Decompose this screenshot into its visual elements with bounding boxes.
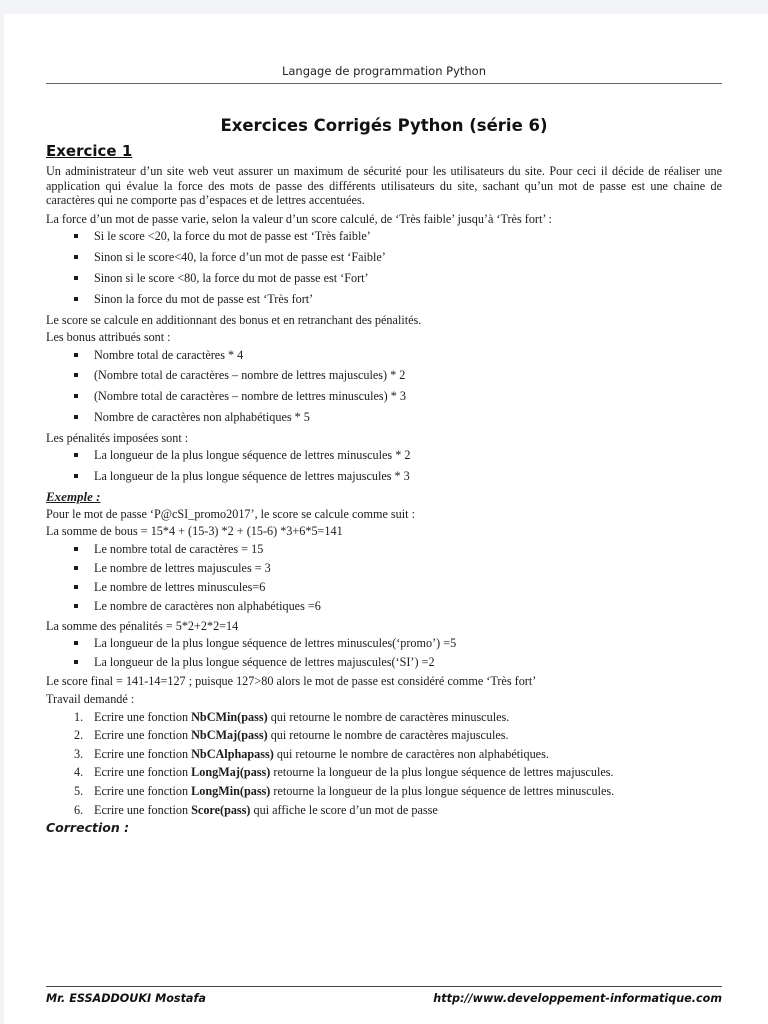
item-text: qui retourne le nombre de caractères non alphabétiques. bbox=[273, 746, 549, 761]
work-item bbox=[46, 765, 722, 780]
exercise-intro: Un administrateur d’un site web veut assurer un maximum de sécurité pour les utilisateurs du site. Pour ceci il décide de réaliser une application qui évalue la force des mots de passe des différents utilisateurs du site, sachant qu’un mot de passe est une chaine de caractères qui ne comporte pas d’espaces et de lettres accentuées. bbox=[46, 164, 722, 208]
item-text: Ecrire une fonction bbox=[94, 765, 192, 780]
item-text: qui retourne le nombre de caractères minuscules. bbox=[267, 709, 510, 724]
page-title: Exercices Corrigés Python (série 6) bbox=[220, 116, 548, 135]
function-name: Score(pass) bbox=[191, 802, 251, 817]
item-number: 6. bbox=[74, 802, 84, 817]
force-rules-list bbox=[46, 229, 722, 306]
list-item: (Nombre total de caractères – nombre de lettres minuscules) * 3 bbox=[46, 389, 722, 404]
item-text: Ecrire une fonction bbox=[94, 728, 192, 743]
exercise-heading: Exercice 1 bbox=[46, 142, 133, 160]
list-item: Le nombre de caractères non alphabétiques =6 bbox=[46, 599, 722, 614]
list-item: Le nombre de lettres minuscules=6 bbox=[46, 580, 722, 595]
correction-heading: Correction : bbox=[46, 820, 130, 836]
list-item: Le nombre total de caractères = 15 bbox=[46, 542, 722, 557]
item-text: Ecrire une fonction bbox=[94, 709, 192, 724]
bonus-list bbox=[46, 348, 722, 425]
list-item: Sinon si le score <80, la force du mot de passe est ‘Fort’ bbox=[46, 271, 722, 286]
score-intro: Le score se calcule en additionnant des bonus et en retranchant des pénalités. bbox=[46, 312, 422, 327]
list-item: (Nombre total de caractères – nombre de lettres majuscules) * 2 bbox=[46, 368, 722, 383]
work-list bbox=[46, 710, 722, 818]
list-item: Nombre total de caractères * 4 bbox=[46, 348, 722, 363]
work-item bbox=[46, 784, 722, 799]
bonus-intro: Les bonus attribués sont : bbox=[46, 330, 171, 345]
header-divider bbox=[46, 83, 722, 84]
work-item bbox=[46, 728, 722, 743]
function-name: LongMaj(pass) bbox=[191, 765, 271, 780]
function-name: LongMin(pass) bbox=[191, 784, 271, 799]
footer-divider bbox=[46, 986, 722, 987]
list-item: Sinon si le score<40, la force d’un mot de passe est ‘Faible’ bbox=[46, 250, 722, 265]
work-item bbox=[46, 710, 722, 725]
exercise-body bbox=[46, 164, 722, 836]
item-text: retourne la longueur de la plus longue séquence de lettres majuscules. bbox=[270, 765, 614, 780]
footer-url: http://www.developpement-informatique.com bbox=[433, 992, 722, 1005]
list-item: Le nombre de lettres majuscules = 3 bbox=[46, 561, 722, 576]
item-number: 4. bbox=[74, 765, 84, 780]
work-item bbox=[46, 747, 722, 762]
penalty-intro: Les pénalités imposées sont : bbox=[46, 430, 189, 445]
list-item: La longueur de la plus longue séquence de lettres minuscules * 2 bbox=[46, 448, 722, 463]
list-item: Sinon la force du mot de passe est ‘Très fort’ bbox=[46, 292, 722, 307]
penalty-details-list bbox=[46, 636, 722, 670]
work-item bbox=[46, 803, 722, 818]
item-text: qui affiche le score d’un mot de passe bbox=[250, 802, 438, 817]
running-header: Langage de programmation Python bbox=[281, 64, 487, 78]
force-intro: La force d’un mot de passe varie, selon la valeur d’un score calculé, de ‘Très faible’ jusqu’à ‘Très fort’ : bbox=[46, 211, 552, 226]
example-intro: Pour le mot de passe ‘P@cSI_promo2017’, le score se calcule comme suit : bbox=[46, 506, 415, 521]
item-text: Ecrire une fonction bbox=[94, 746, 192, 761]
document-page bbox=[4, 14, 768, 1024]
penalty-sum: La somme des pénalités = 5*2+2*2=14 bbox=[46, 618, 239, 633]
function-name: NbCMaj(pass) bbox=[191, 728, 268, 743]
item-text: qui retourne le nombre de caractères majuscules. bbox=[267, 728, 509, 743]
function-name: NbCAlphapass) bbox=[191, 746, 274, 761]
list-item: La longueur de la plus longue séquence de lettres majuscules * 3 bbox=[46, 469, 722, 484]
item-number: 2. bbox=[74, 728, 84, 743]
item-text: Ecrire une fonction bbox=[94, 802, 192, 817]
list-item: La longueur de la plus longue séquence de lettres majuscules(‘SI’) =2 bbox=[46, 655, 722, 670]
final-score: Le score final = 141-14=127 ; puisque 127>80 alors le mot de passe est considéré comme ‘Très fort’ bbox=[46, 674, 537, 689]
bonus-details-list bbox=[46, 542, 722, 614]
item-number: 1. bbox=[74, 709, 84, 724]
penalty-list bbox=[46, 448, 722, 483]
item-number: 3. bbox=[74, 746, 84, 761]
item-number: 5. bbox=[74, 784, 84, 799]
footer-author: Mr. ESSADDOUKI Mostafa bbox=[46, 992, 206, 1005]
example-heading: Exemple : bbox=[46, 488, 101, 504]
item-text: Ecrire une fonction bbox=[94, 784, 192, 799]
list-item: Si le score <20, la force du mot de passe est ‘Très faible’ bbox=[46, 229, 722, 244]
work-heading: Travail demandé : bbox=[46, 692, 135, 707]
function-name: NbCMin(pass) bbox=[191, 709, 268, 724]
list-item: La longueur de la plus longue séquence de lettres minuscules(‘promo’) =5 bbox=[46, 636, 722, 651]
bonus-sum: La somme de bous = 15*4 + (15-3) *2 + (15-6) *3+6*5=141 bbox=[46, 524, 343, 539]
list-item: Nombre de caractères non alphabétiques * 5 bbox=[46, 410, 722, 425]
item-text: retourne la longueur de la plus longue séquence de lettres minuscules. bbox=[270, 784, 615, 799]
